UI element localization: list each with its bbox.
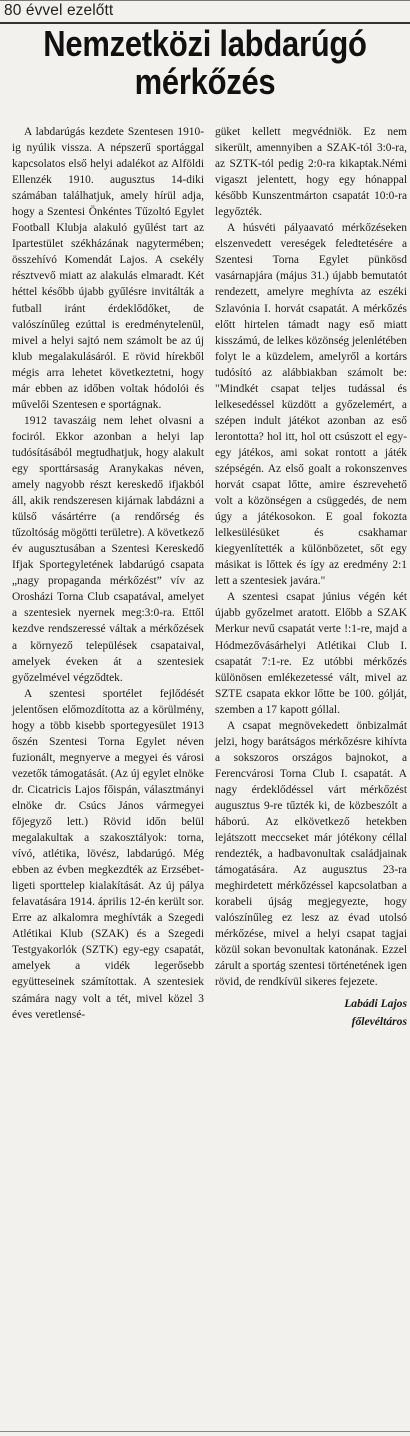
paragraph: A húsvéti pályaavató mérkőzéseken elszenvedett vereségek feledtetésére a Szentesi Torna Egylet pünkösd vasárnapjára (május 31.) újabb bemutatót rendezett, amelyre meghívta az eszéki Szlavónia I. horvát csapatát. A mérkőzés előtt hirtelen támadt nagy eső miatt kisszámú, de lelkes közönség jelenlétében folyt le a küzdelem, amelyről a kortárs tudósító az alábbiakban számolt be: "Mindkét csapat teljes tudással és lelkesedéssel küzdött a győzelemért, a szépen indult játékot azonban az eső lerontotta? hol itt, hol ott csúszott el egy-egy játékos, ami sokat rontott a játék szépségén. Az első goalt a rokonszenves horvát csapat lőtte, amire észrevehető volt a közönségen a csüggedés, de nem úgy a játékosokon. E goal fokozta lelkesülésüket és csakhamar kiegyenlítették a különbözetet, sőt egy másikat is lőttek és így az eredmény 2:1 lett a szentesiek javára." — [215, 222, 407, 588]
author-byline — [215, 995, 407, 1031]
paragraph-continued: güket kellett megvédniök. Ez nem sikerült, amennyiben a SZAK-tól 3:0-ra, az SZTK-tól pedig 2:0-ra kikaptak.Némi vigaszt jelentett, hogy egy hónappal később Kunszentmárton csapatát 10:0-ra legyőzték. — [215, 126, 407, 219]
rubric-label: 80 évvel ezelőtt — [4, 2, 114, 19]
article-column-right — [215, 124, 407, 1031]
headline — [29, 25, 382, 101]
article-column-left — [12, 124, 204, 1023]
headline-line-1: Nemzetközi labdarúgó — [43, 23, 367, 64]
bottom-rule — [0, 1431, 410, 1432]
paragraph: A csapat megnövekedett önbizalmát jelzi, hogy barátságos mérkőzésre kihívta a sokszoros országos bajnokot, a Ferencvárosi Torna Club I. csapatát. A nagy érdeklődéssel várt mérkőzést augusztus 9-re tűzték ki, de közbeszólt a háború. Az elkövetkező hetekben lejátszott meccseket már jótékony céllal rendezték, a hadbavonultak családjainak támogatására. Az augusztus 23-ra meghirdetett mérkőzéssel kapcsolatban a korabeli újság megjegyezte, hogy valószínűleg ez lesz az évad utolsó mérkőzése, mivel a helyi csapat tagjai közül sokan bevonultak katonának. Ezzel zárult a sportág szentesi történetének igen rövid, de rendkívül sikeres fejezete. — [215, 719, 407, 989]
paragraph: A szentesi csapat június végén két újabb győzelmet aratott. Előbb a SZAK Merkur nevű csapatát verte !:1-re, majd a Hódmezővásárhelyi Atlétikai Club I. csapatát 7:1-re. Ez utóbbi mérkőzés különösen emlékezetessé vált, mivel az SZTE csapata ekkor lőtte be 100. gólját, szemben a 17 kapott góllal. — [215, 591, 407, 716]
paragraph: 1912 tavaszáig nem lehet olvasni a fociról. Ekkor azonban a helyi lap tudósításából megtudhatjuk, hogy alakult egy sporttársaság Aranykakas néven, amely nagyobb részt kereskedő ifjakból áll, akik rendszeresen kijárnak labdázni a külső vásártérre (a rendőrség és tűzoltóság mögötti területre). A következő év augusztusában a Szentesi Kereskedő Ifjak Sportegyletének labdarúgó csapata „nagy propaganda mérkőzést” vív az Orosházi Torna Club csapatával, amelyet a szentesiek nyernek meg:3:0-ra. Ettől kezdve rendszeressé váltak a mérkőzések a környező települések csapataival, amelyek éveken át a szentesiek győzelmével végződtek. — [12, 414, 205, 684]
top-rule — [0, 0, 410, 1]
author-name: Labádi Lajos — [344, 996, 407, 1010]
paragraph: A szentesi sportélet fejlődését jelentősen előmozdította az a körülmény, hogy a több kisebb sportegyesület 1913 őszén Szentesi Torna Egylet néven fuzionált, megnyerve a megyei és városi vezetők támogatását. (Az új egylet elnöke dr. Cicatricis Lajos főispán, választmányi elnöke dr. Csúcs János vármegyei főjegyző lett.) Rövid időn belül megalakultak a szakosztályok: torna, vívó, atlétika, lövész, labdarúgó. Még ebben az évben megkezdték az Erzsébet-ligeti sporttelep kialakítását. Az új pálya felavatására 1914. április 12-én került sor. Erre az alkalomra meghívták a Szegedi Atlétikai Klub (SZAK) és a Szegedi Testgyakorlók (SZTK) egy-egy csapatát, amelyek a vidék legerősebb együtteseinek számítottak. A szentesiek számára nagy volt a tét, mivel közel 3 éves veretlensé- — [12, 687, 204, 1021]
author-title: főlevéltáros — [351, 1014, 407, 1028]
paragraph: A labdarúgás kezdete Szentesen 1910-ig nyúlik vissza. A népszerű sportággal kapcsolatos első helyi adalékot az Alföldi Ellenzék 1910. augusztus 14-diki számában találhatjuk, amely hírül adja, hogy a Szentesi Önkéntes Tűzoltó Egylet Football Klubja alakuló gyűlést tart az Ipartestület székházának nagytermében; összehívó Komendát Lajos. A csekély résztvevő miatt az alakulás elmaradt. Két héttel később újabb gyűlésre invitálták a futball iránt érdeklődőket, de valószínűleg ezúttal is eredménytelenül, mivel a helyi sajtó nem számolt be az új klub megalakulásáról. E rövid hírekből mégis arra lehetet következtetni, hogy már ebben az időben voltak hódolói és művelői Szentesen e sportágnak. — [12, 126, 204, 411]
headline-line-2: mérkőzés — [134, 61, 276, 102]
